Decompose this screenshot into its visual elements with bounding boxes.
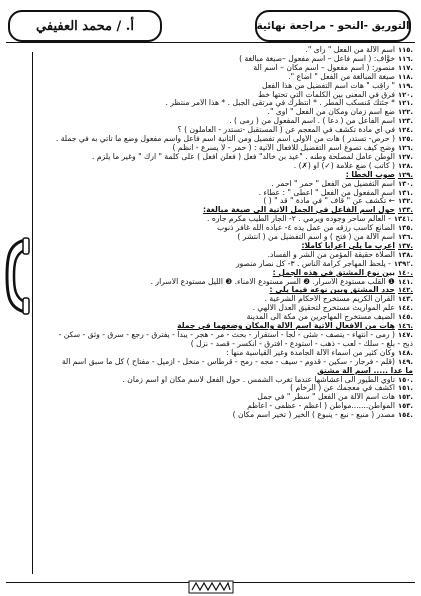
question-line	[35, 313, 413, 322]
question-text: القرآن الكريم مستخرج الأحكام الشرعية .	[264, 295, 395, 304]
question-text: فرق في المعنى بين الكلمات التي تحتها خط	[258, 90, 395, 99]
question-line	[35, 295, 413, 304]
question-number: .١٢١	[397, 99, 413, 108]
question-number: .١٣٣	[397, 206, 413, 215]
question-text: منصور: ( اسم مفعول – اسم مكان – اسم آلة	[253, 63, 395, 72]
question-line	[35, 269, 413, 278]
question-number: .١٤١	[397, 277, 413, 286]
question-number: .١٥٤	[397, 411, 413, 420]
question-text: ( رمى - انتهاء - يتصف - شئى - لجأ - استقرار - بحث - مر - هجر - يبدأ - يفترق - رجع - سرق - وثق - سكن -	[58, 331, 395, 339]
question-number: .١١٧	[397, 63, 413, 72]
question-number: .١٣٩	[393, 259, 413, 268]
question-line	[35, 322, 413, 331]
question-text: اسم المفعول من الفعل " أعطى " : عطاء .	[258, 188, 395, 197]
question-text: حول اسم الفاعل في الجمل الآتية الى صيغة مبالغة:	[203, 206, 395, 215]
question-number: .١٤٣	[397, 295, 413, 304]
question-line	[35, 411, 413, 420]
question-text: صوب الخطأ :	[345, 170, 395, 179]
question-number: .١٢٣	[397, 117, 413, 126]
question-number: .١٤٢	[397, 286, 413, 295]
question-line	[35, 55, 413, 64]
question-text: (قلم - فرجار - سكين - قدوم - سيف - مجه - رمح - قرطاس - منخل - أزميل - مفتاح ) كل ما سبق اسم آلة	[61, 357, 395, 366]
question-line	[35, 358, 413, 367]
question-number: .١٤٩	[397, 357, 413, 366]
question-text: * جئتك مُنسكب المطر . * انتظرك في مرتقى الجبل . * هذا الأمر منتظر .	[165, 99, 395, 108]
question-text: ما عدا ..... اسم آلة مشتق	[317, 366, 413, 375]
page-title: التوريق -النحو - مراجعة نهائية	[256, 20, 410, 32]
question-line	[35, 153, 413, 162]
question-line	[35, 46, 413, 55]
question-text: اسم التفضيل من الفعل " حمر " أحمر .	[271, 179, 395, 188]
question-number: .١٢٧	[397, 152, 413, 161]
question-number: .١٣٥	[397, 224, 413, 233]
question-text: وكان كثير من أسماء الآلة الجامدة وغير القياسية منها :	[226, 348, 395, 357]
question-list	[35, 46, 413, 420]
question-number: .١٤٠	[397, 268, 413, 277]
question-line	[35, 242, 413, 251]
question-line	[35, 224, 413, 233]
question-text: هات اسم الآلة من الفعل " سطر " في جمل	[257, 393, 395, 402]
question-number: .١٣١	[397, 188, 413, 197]
question-line	[35, 349, 413, 358]
question-text: ضع اسم زمان ومكان من الفعل " أوى ".	[267, 108, 395, 117]
question-text: ( كاتب ) ضع علامة (✓) أو (✗) .	[293, 161, 395, 170]
question-line	[35, 286, 413, 295]
question-line	[35, 171, 413, 180]
question-line	[35, 197, 413, 206]
question-number: .١٥١	[397, 384, 413, 393]
question-line	[35, 393, 413, 402]
question-number: .١١٥	[397, 46, 413, 54]
question-number: .١١٩	[397, 81, 413, 90]
question-line	[35, 117, 413, 126]
question-text: في أي مادة تكشف في المعجم عن ( المستقبل -تستدر - العاملون ) ؟	[177, 126, 395, 135]
footer-logo-icon	[188, 580, 234, 594]
top-rule	[6, 42, 415, 43]
question-text: ذبح - بلغ - سلك - لعب - ذهب - استودع - افترق - انكسر - قصد - نزل )	[190, 339, 413, 348]
question-text: ١- العالم ساحر وجوده ويرمي . ٢- الجار الطيب مكرم جاره .	[207, 215, 411, 224]
question-number: .١٥٠	[397, 375, 413, 384]
question-number: .١٤٤	[397, 304, 413, 313]
question-text: مصدر ( منبع - نبع - ينبوع ) الخير ( تخير اسم مكان )	[232, 411, 395, 420]
binder-clip-icon	[3, 236, 31, 316]
question-number: .١٤٦	[397, 322, 413, 331]
question-text: الصلاة حقيقة المؤمن من الشر و الفساد.	[267, 250, 395, 259]
title-badge	[255, 10, 411, 42]
question-line	[35, 162, 413, 171]
question-text: ❶ القلب مستودع الأسرار. ❷ السر مستودع الامناء. ❸ الليل مستودع الأسرار .	[150, 277, 395, 286]
question-number: .١٢٥	[397, 135, 413, 144]
question-number: .١٣٧	[397, 241, 413, 250]
question-text: بين نوع المشتق في هذه الجمل :	[272, 268, 395, 277]
question-text: اسم الآلة من الفعل " رأى ".	[305, 46, 395, 54]
question-number: .١٢٤	[397, 126, 413, 135]
question-number: .١٥٢	[397, 393, 413, 402]
question-text: خوَّاف: ( اسم فاعل – اسم مفعول –صيغة مبالغة )	[239, 54, 395, 63]
question-text: اكشف في معجمك عن ( الرخام )	[290, 384, 395, 393]
question-line	[35, 376, 413, 385]
question-number: .١٣٨	[397, 250, 413, 259]
question-text: ← تكشف عن " قاف " في مادة " قد " ( )	[263, 197, 395, 206]
question-line	[35, 64, 413, 73]
question-line	[35, 99, 413, 108]
question-line	[35, 260, 413, 269]
question-number: .١٤٧	[397, 331, 413, 339]
question-number: .١٢٠	[397, 90, 413, 99]
question-text: وضح كيف تصوغ اسم التفضيل للأفعال الآتية : ( حمر - لا يسرع - انظم )	[172, 143, 395, 152]
question-text: حدد المشتق وبين نوعه فيما يلي :	[269, 286, 395, 295]
question-number: .١١٦	[397, 54, 413, 63]
question-number: .١٢٢	[397, 108, 413, 117]
question-line	[35, 144, 413, 153]
question-line	[35, 135, 413, 144]
question-line	[35, 340, 413, 349]
question-text: هات من الأفعال الآتية اسم الآلة والمكان وضعهما في جملة	[177, 322, 395, 331]
question-line	[35, 402, 413, 411]
question-line	[35, 108, 413, 117]
question-text: اسم الآلة من ( فتح ) و اسم التفضيل من ( انتشر )	[237, 233, 395, 242]
question-line	[35, 180, 413, 189]
question-number: .١٣٤	[393, 215, 413, 224]
question-text: ٢- يلحظ المهاجر كرامة الناس . ٣- كل نصار منصور	[235, 259, 411, 268]
question-number: .١٣٠	[397, 179, 413, 188]
question-text: المواطن.......مواطن ( أعظم - عظمى - أعاظم	[247, 402, 395, 411]
question-number: .١٤٨	[397, 348, 413, 357]
question-line	[35, 384, 413, 393]
question-text: صيغة المبالغة من الفعل " أضاع ".	[288, 72, 395, 81]
question-text: تأوي الطيور الى أعشاشها عندما تغرب الشمس . حول الفعل لاسم مكان أو اسم زمان .	[122, 375, 395, 384]
question-line	[35, 304, 413, 313]
question-number: .١٢٩	[397, 170, 413, 179]
question-text: ( حرص- تستدر ) هات من الأولى اسم تفضيل ومن الثانية اسم فاعل واسم مفعول وضع ما تأتي به في جملة .	[55, 135, 395, 144]
question-number: .١٢٨	[397, 161, 413, 170]
question-line	[35, 367, 413, 376]
question-line	[35, 189, 413, 198]
question-number: .١٣٦	[397, 233, 413, 242]
author-name: أ. / محمد العفيفي	[36, 18, 134, 34]
question-line	[35, 206, 413, 215]
question-line	[35, 82, 413, 91]
question-number: .١٤٥	[397, 313, 413, 322]
question-line	[35, 91, 413, 100]
question-text: الصيف مستخرج المهاجرين من مكة الى المدينة	[246, 313, 395, 322]
question-text: " راقِب " هات اسم التفضيل من هذا الفعل	[261, 81, 395, 90]
author-badge	[8, 10, 162, 42]
question-number: .١٣٢	[397, 197, 413, 206]
question-line	[35, 215, 413, 224]
question-line	[35, 73, 413, 82]
question-number: .١١٨	[397, 72, 413, 81]
question-line	[35, 126, 413, 135]
question-line	[35, 331, 413, 340]
question-line	[35, 278, 413, 287]
question-number: .١٥٣	[397, 402, 413, 411]
question-line	[35, 233, 413, 242]
question-text: اعرب ما يلي اعرابا كاملا:	[301, 241, 395, 250]
question-text: اسم الفاعل من ( دعا ) . اسم المفعول من ( رمى ) .	[229, 117, 395, 126]
question-text: الوطن عامل لمصلحة وطنه . "عيد بن خالد" فعل ( فعلن أفعل ) على كلمة " ارك " وغير ما يلزم .	[92, 152, 395, 161]
question-text: علم المواريث مستخرج لتحقيق العدل الالهي .	[252, 304, 395, 313]
margin-line	[32, 52, 33, 574]
question-number: .١٢٦	[397, 143, 413, 152]
question-line	[35, 251, 413, 260]
question-text: الصانع كاسب رزقه من عمل يده ٤- عباده الله غافر ذنوب	[216, 224, 395, 233]
